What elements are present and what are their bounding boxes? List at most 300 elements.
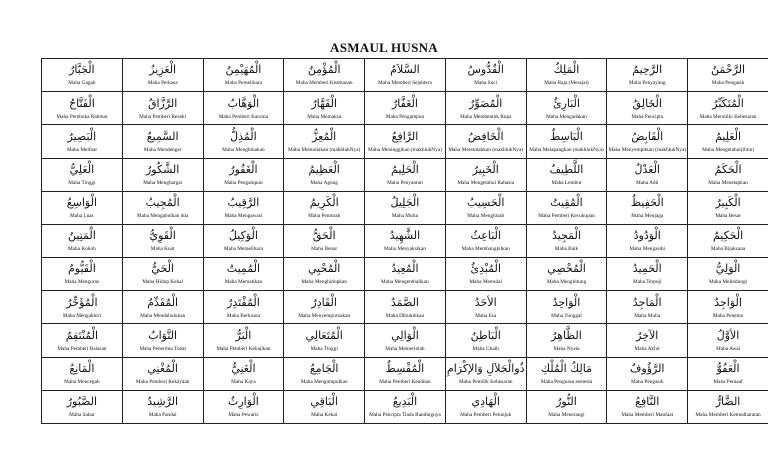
indonesian-meaning: Maha Kekal bbox=[311, 412, 338, 419]
indonesian-meaning: Maha Kokoh bbox=[67, 246, 96, 253]
arabic-name: الْقَادِرُ bbox=[311, 295, 337, 309]
arabic-name: الْبَاطِنُ bbox=[470, 328, 501, 342]
indonesian-meaning: Maha Pemberi Kekayaan bbox=[135, 378, 190, 385]
name-cell bbox=[122, 224, 203, 257]
arabic-name: مَالِكُ الْمُلْكِ bbox=[540, 361, 592, 375]
indonesian-meaning: Maha Melapangkan (makhlukNya) bbox=[529, 146, 604, 153]
arabic-name: اللَّطِيفُ bbox=[549, 162, 584, 176]
indonesian-meaning: Maha Pemelihara bbox=[224, 80, 263, 87]
arabic-name: النُّورُ bbox=[556, 395, 577, 409]
arabic-name: الْمُتَكَبِّرُ bbox=[712, 96, 744, 110]
arabic-name: الْوَالِي bbox=[391, 328, 419, 342]
indonesian-meaning: Maha Menerangi bbox=[548, 412, 585, 419]
indonesian-meaning: Maha Menetapkan bbox=[708, 179, 748, 186]
name-cell bbox=[284, 191, 365, 224]
indonesian-meaning: Maha Menyaksikan bbox=[383, 246, 426, 253]
arabic-name: الْمَجِيدُ bbox=[551, 229, 581, 243]
name-cell bbox=[203, 59, 284, 92]
indonesian-meaning: Maha Hidup Kekal bbox=[142, 279, 183, 286]
indonesian-meaning: Maha Nyata bbox=[553, 345, 580, 352]
indonesian-meaning: Maha Meninggikan (makhlukNya) bbox=[368, 146, 442, 153]
indonesian-meaning: Maha Lembut bbox=[551, 179, 582, 186]
arabic-name: الْمُقْتَدِرُ bbox=[227, 295, 260, 309]
name-cell bbox=[203, 92, 284, 125]
name-cell bbox=[365, 125, 446, 158]
name-cell bbox=[445, 390, 526, 423]
name-cell bbox=[42, 291, 123, 324]
arabic-name: الْحَلِيمُ bbox=[391, 162, 419, 176]
name-cell bbox=[284, 158, 365, 191]
indonesian-meaning: Maha Memerintah bbox=[385, 345, 425, 352]
indonesian-meaning: Maha Pemberi Karunia bbox=[218, 113, 269, 120]
indonesian-meaning: Maha Mengasihi bbox=[629, 246, 666, 253]
name-cell bbox=[122, 158, 203, 191]
name-cell bbox=[122, 59, 203, 92]
arabic-name: الْمُعِيدُ bbox=[391, 262, 419, 276]
arabic-name: الْمَانِعُ bbox=[69, 361, 95, 375]
indonesian-meaning: Maha Pengasih bbox=[711, 80, 745, 87]
arabic-name: الْعَلِيمُ bbox=[715, 129, 742, 143]
name-cell bbox=[526, 59, 607, 92]
arabic-name: الْحَكَمُ bbox=[714, 162, 742, 176]
indonesian-meaning: Maha Agung bbox=[310, 179, 338, 186]
arabic-name: الْحَكِيمُ bbox=[712, 229, 744, 243]
name-cell bbox=[365, 357, 446, 390]
indonesian-meaning: Maha Terpuji bbox=[632, 279, 662, 286]
arabic-name: الْحَيُّ bbox=[151, 262, 174, 276]
indonesian-meaning: Maha Mengetahui Rahasia bbox=[457, 179, 515, 186]
arabic-name: الْقَوِيُّ bbox=[149, 229, 176, 243]
name-cell bbox=[607, 59, 688, 92]
arabic-name: الْجَامِعُ bbox=[309, 361, 339, 375]
indonesian-meaning: Maha Menyempitkan (makhlukNya) bbox=[608, 146, 687, 153]
indonesian-meaning: Maha Dibutuhkan bbox=[385, 312, 425, 319]
indonesian-meaning: Maha Menjaga bbox=[631, 213, 664, 220]
arabic-name: الضَّارُّ bbox=[715, 395, 741, 409]
arabic-name: الشَّكُورُ bbox=[146, 162, 180, 176]
arabic-name: الْجَبَّارُ bbox=[69, 63, 95, 77]
arabic-name: الْمُغْنِي bbox=[147, 361, 178, 375]
arabic-name: الْمُحْيِي bbox=[308, 262, 341, 276]
indonesian-meaning: Maha Pemurah bbox=[308, 213, 341, 220]
name-cell bbox=[42, 357, 123, 390]
page-title: ASMAUL HUSNA bbox=[330, 40, 438, 55]
arabic-name: الْقَابِضُ bbox=[631, 129, 664, 143]
indonesian-meaning: Maha Membangkitkan bbox=[461, 246, 510, 253]
indonesian-meaning: Maha Raja (Merajai) bbox=[544, 80, 589, 87]
indonesian-meaning: Maha Mulia bbox=[391, 213, 418, 220]
name-cell bbox=[365, 92, 446, 125]
arabic-name: الآخِرُ bbox=[636, 328, 659, 342]
arabic-name: الْمُؤَخِّرُ bbox=[66, 295, 98, 309]
arabic-name: الْجَلِيلُ bbox=[390, 196, 420, 210]
indonesian-meaning: Maha Pemberi Balasan bbox=[57, 345, 107, 352]
arabic-name: الْخَالِقُ bbox=[632, 96, 662, 110]
indonesian-meaning: Maha Menghidupkan bbox=[301, 279, 347, 286]
indonesian-meaning: Maha Melindungi bbox=[709, 279, 748, 286]
name-cell bbox=[203, 258, 284, 291]
name-cell bbox=[203, 125, 284, 158]
table-row bbox=[42, 291, 768, 324]
name-cell bbox=[284, 125, 365, 158]
name-cell bbox=[445, 324, 526, 357]
arabic-name: الْحَمِيدُ bbox=[632, 262, 662, 276]
indonesian-meaning: Maha Ghaib bbox=[472, 345, 499, 352]
arabic-name: الصَّمَدُ bbox=[390, 295, 419, 309]
arabic-name: الْوَدُودُ bbox=[633, 229, 661, 243]
indonesian-meaning: Maha Pemberi Rezeki bbox=[139, 113, 187, 120]
name-cell bbox=[688, 158, 768, 191]
name-cell bbox=[526, 191, 607, 224]
name-cell bbox=[688, 92, 768, 125]
arabic-name: الرَّحْمَنُ bbox=[711, 63, 746, 77]
indonesian-meaning: Maha Tunggal bbox=[551, 312, 582, 319]
arabic-name: الْبَاسِطُ bbox=[550, 129, 583, 143]
name-cell bbox=[607, 258, 688, 291]
indonesian-meaning: Maha Pencipta Tiada Bandingnya bbox=[369, 412, 441, 419]
indonesian-meaning: Maha Membentuk Rupa bbox=[459, 113, 512, 120]
asmaul-husna-table bbox=[41, 58, 768, 424]
arabic-name: الْكَرِيمُ bbox=[309, 196, 339, 210]
indonesian-meaning: Maha Mengadakan bbox=[546, 113, 587, 120]
name-cell bbox=[365, 224, 446, 257]
arabic-name: الرَّشِيدُ bbox=[147, 395, 179, 409]
arabic-name: الْحَفِيظُ bbox=[630, 196, 664, 210]
arabic-name: الْحَسِيبُ bbox=[466, 196, 505, 210]
name-cell bbox=[42, 59, 123, 92]
name-cell bbox=[122, 390, 203, 423]
name-cell bbox=[688, 59, 768, 92]
table-row bbox=[42, 92, 768, 125]
arabic-name: الْخَافِضُ bbox=[467, 129, 504, 143]
name-cell bbox=[365, 390, 446, 423]
indonesian-meaning: Maha Memberi Sejahtera bbox=[378, 80, 432, 87]
arabic-name: الْوَاجِدُ bbox=[714, 295, 742, 309]
name-cell bbox=[203, 390, 284, 423]
arabic-name: الْهَادِي bbox=[471, 395, 500, 409]
arabic-name: الأوَّلُ bbox=[716, 328, 740, 342]
name-cell bbox=[122, 324, 203, 357]
table-body bbox=[42, 59, 768, 424]
indonesian-meaning: Maha Adil bbox=[635, 179, 659, 186]
arabic-name: الْوَهَّابُ bbox=[227, 96, 260, 110]
arabic-name: الْبَرُّ bbox=[235, 328, 252, 342]
name-cell bbox=[526, 324, 607, 357]
name-cell bbox=[526, 224, 607, 257]
name-cell bbox=[445, 191, 526, 224]
name-cell bbox=[42, 158, 123, 191]
name-cell bbox=[445, 224, 526, 257]
table-row bbox=[42, 390, 768, 423]
indonesian-meaning: Maha Memuliakan (makhlukNya) bbox=[287, 146, 361, 153]
arabic-name: الْمُقَدِّمُ bbox=[147, 295, 179, 309]
arabic-name: الْمُجِيبُ bbox=[145, 196, 180, 210]
name-cell bbox=[284, 291, 365, 324]
indonesian-meaning: Maha Mengetahui(ilmu) bbox=[702, 146, 755, 153]
table-row bbox=[42, 224, 768, 257]
arabic-name: الْبَاعِثُ bbox=[470, 229, 501, 243]
indonesian-meaning: Maha Penyayang bbox=[628, 80, 666, 87]
indonesian-meaning: Maha Tinggi bbox=[310, 345, 338, 352]
table-row bbox=[42, 324, 768, 357]
name-cell bbox=[526, 92, 607, 125]
indonesian-meaning: Maha Suci bbox=[474, 80, 498, 87]
indonesian-meaning: Maha Memiliki Kebesaran bbox=[699, 113, 757, 120]
indonesian-meaning: Maha Kaya bbox=[231, 378, 256, 385]
indonesian-meaning: Maha Memberi Manfaat bbox=[621, 412, 674, 419]
name-cell bbox=[122, 125, 203, 158]
arabic-name: الْمُحْصِي bbox=[547, 262, 586, 276]
arabic-name: النَّافِعُ bbox=[635, 395, 660, 409]
table-row bbox=[42, 125, 768, 158]
name-cell bbox=[445, 125, 526, 158]
arabic-name: الْمَاجِدُ bbox=[632, 295, 662, 309]
indonesian-meaning: Maha Gagah bbox=[68, 80, 96, 87]
arabic-name: الْبَصِيرُ bbox=[67, 129, 97, 143]
name-cell bbox=[607, 191, 688, 224]
indonesian-meaning: Maha Pencipta bbox=[631, 113, 664, 120]
name-cell bbox=[203, 357, 284, 390]
arabic-name: السَّلاَمُ bbox=[390, 63, 420, 77]
arabic-name: الْمُمِيتُ bbox=[226, 262, 261, 276]
indonesian-meaning: Maha Menghargai bbox=[143, 179, 183, 186]
table-row bbox=[42, 59, 768, 92]
name-cell bbox=[445, 357, 526, 390]
indonesian-meaning: Maha Luas bbox=[70, 213, 94, 220]
arabic-name: الْمُؤْمِنُ bbox=[307, 63, 341, 77]
indonesian-meaning: Maha Esa bbox=[475, 312, 497, 319]
name-cell bbox=[688, 291, 768, 324]
indonesian-meaning: Maha Pandai bbox=[148, 412, 177, 419]
arabic-name: الْعَدْلُ bbox=[634, 162, 660, 176]
name-cell bbox=[607, 390, 688, 423]
arabic-name: الْقَيُّومُ bbox=[67, 262, 96, 276]
name-cell bbox=[365, 191, 446, 224]
name-cell bbox=[365, 258, 446, 291]
name-cell bbox=[203, 224, 284, 257]
name-cell bbox=[607, 224, 688, 257]
indonesian-meaning: Maha Besar bbox=[715, 213, 741, 220]
indonesian-meaning: Maha Menyempurnakan bbox=[298, 312, 351, 319]
name-cell bbox=[607, 324, 688, 357]
indonesian-meaning: Maha Pengampun bbox=[385, 113, 425, 120]
arabic-name: الْوَارِثُ bbox=[228, 395, 259, 409]
arabic-name: الْمُنْتَقِمُ bbox=[65, 328, 99, 342]
indonesian-meaning: Maha Mengawasi bbox=[224, 213, 263, 220]
arabic-name: الْقَهَّارُ bbox=[311, 96, 338, 110]
name-cell bbox=[445, 291, 526, 324]
name-cell bbox=[203, 324, 284, 357]
indonesian-meaning: Maha Pemaaf bbox=[713, 378, 743, 385]
arabic-name: الشَّهِيدُ bbox=[389, 229, 421, 243]
indonesian-meaning: Maha Menghinakan bbox=[222, 146, 265, 153]
name-cell bbox=[284, 92, 365, 125]
indonesian-meaning: Maha Pemberi Keadilan bbox=[379, 378, 431, 385]
name-cell bbox=[607, 291, 688, 324]
indonesian-meaning: Maha Penguasa semesta bbox=[540, 378, 593, 385]
arabic-name: الرَّزَّاقُ bbox=[147, 96, 178, 110]
indonesian-meaning: Maha Baik bbox=[554, 246, 579, 253]
name-cell bbox=[284, 357, 365, 390]
indonesian-meaning: Maha Memulai bbox=[469, 279, 502, 286]
arabic-name: الْخَبِيرُ bbox=[472, 162, 499, 176]
indonesian-meaning: Maha Melihat bbox=[66, 146, 97, 153]
name-cell bbox=[526, 258, 607, 291]
arabic-name: الْبَارِئُ bbox=[552, 96, 580, 110]
arabic-name: الْمُبْدِئُ bbox=[470, 262, 501, 276]
name-cell bbox=[42, 92, 123, 125]
arabic-name: الرَّحِيمُ bbox=[632, 63, 663, 77]
name-cell bbox=[688, 390, 768, 423]
name-cell bbox=[688, 125, 768, 158]
indonesian-meaning: Maha Pewaris bbox=[228, 412, 259, 419]
indonesian-meaning: Maha Mendengar bbox=[143, 146, 182, 153]
indonesian-meaning: Maha Akhir bbox=[634, 345, 660, 352]
indonesian-meaning: Maha Menghisab bbox=[467, 213, 505, 220]
arabic-name: الْعَظِيمُ bbox=[308, 162, 340, 176]
arabic-name: الْمَلِكُ bbox=[553, 63, 580, 77]
indonesian-meaning: Maha Mengurus bbox=[64, 279, 100, 286]
indonesian-meaning: Maha Mematikan bbox=[224, 279, 263, 286]
arabic-name: الْمُصَوِّرُ bbox=[469, 96, 503, 110]
name-cell bbox=[365, 291, 446, 324]
name-cell bbox=[688, 224, 768, 257]
indonesian-meaning: Maha Penerima Tobat bbox=[139, 345, 186, 352]
name-cell bbox=[607, 92, 688, 125]
name-cell bbox=[365, 324, 446, 357]
arabic-name: الْمُتَعَالِي bbox=[305, 328, 343, 342]
arabic-name: الْبَاقِي bbox=[310, 395, 338, 409]
indonesian-meaning: Maha Bijaksana bbox=[710, 246, 746, 253]
name-cell bbox=[42, 258, 123, 291]
table-row bbox=[42, 357, 768, 390]
name-cell bbox=[526, 357, 607, 390]
name-cell bbox=[284, 59, 365, 92]
arabic-name: الْغَفُورُ bbox=[229, 162, 258, 176]
table-row bbox=[42, 258, 768, 291]
name-cell bbox=[445, 258, 526, 291]
name-cell bbox=[365, 158, 446, 191]
arabic-name: الْفَتَّاحُ bbox=[69, 96, 95, 110]
arabic-name: الْغَنِيُّ bbox=[231, 361, 256, 375]
name-cell bbox=[42, 390, 123, 423]
arabic-name: الْمُقِيتُ bbox=[550, 196, 583, 210]
arabic-name: الْوَلِيُّ bbox=[715, 262, 741, 276]
name-cell bbox=[284, 258, 365, 291]
indonesian-meaning: Maha Pemberi Kebajikan bbox=[216, 345, 271, 352]
name-cell bbox=[203, 291, 284, 324]
name-cell bbox=[284, 324, 365, 357]
indonesian-meaning: Maha Mulia bbox=[634, 312, 661, 319]
arabic-name: الْعَزِيزُ bbox=[149, 63, 177, 77]
name-cell bbox=[42, 191, 123, 224]
arabic-name: الْغَفَّارُ bbox=[391, 96, 418, 110]
indonesian-meaning: Maha Awal bbox=[716, 345, 741, 352]
arabic-name: الْوَاسِعُ bbox=[66, 196, 97, 210]
indonesian-meaning: Maha Pemberi Petunjuk bbox=[460, 412, 512, 419]
indonesian-meaning: Maha Tinggi bbox=[68, 179, 96, 186]
indonesian-meaning: Maha Mencegah bbox=[64, 378, 100, 385]
name-cell bbox=[445, 59, 526, 92]
indonesian-meaning: Maha Berkuasa bbox=[226, 312, 260, 319]
name-cell bbox=[607, 357, 688, 390]
indonesian-meaning: Maha Pengampun bbox=[224, 179, 263, 186]
arabic-name: الأحَدُ bbox=[474, 295, 497, 309]
arabic-name: السَّمِيعُ bbox=[146, 129, 179, 143]
indonesian-meaning: Maha Pengasih bbox=[630, 378, 664, 385]
name-cell bbox=[122, 191, 203, 224]
name-cell bbox=[688, 324, 768, 357]
name-cell bbox=[526, 291, 607, 324]
table-row bbox=[42, 191, 768, 224]
indonesian-meaning: Maha Pembuka Rahmat bbox=[56, 113, 108, 120]
indonesian-meaning: Maha Merendahkan (makhlukNya) bbox=[448, 146, 524, 153]
name-cell bbox=[526, 158, 607, 191]
name-cell bbox=[365, 59, 446, 92]
indonesian-meaning: Maha Menghitung bbox=[546, 279, 587, 286]
name-cell bbox=[607, 158, 688, 191]
indonesian-meaning: Maha Penemu bbox=[712, 312, 744, 319]
name-cell bbox=[42, 224, 123, 257]
arabic-name: الْكَبِيرُ bbox=[715, 196, 741, 210]
arabic-name: الْحَقُّ bbox=[312, 229, 336, 243]
indonesian-meaning: Maha Kuat bbox=[150, 246, 175, 253]
arabic-name: الْوَاحِدُ bbox=[552, 295, 581, 309]
indonesian-meaning: Maha Memberi Keamanan bbox=[295, 80, 353, 87]
name-cell bbox=[122, 92, 203, 125]
name-cell bbox=[526, 125, 607, 158]
arabic-name: الرَّقِيبُ bbox=[227, 196, 260, 210]
name-cell bbox=[203, 158, 284, 191]
indonesian-meaning: Maha Mengakhiri bbox=[62, 312, 101, 319]
arabic-name: الْعَلِيُّ bbox=[69, 162, 95, 176]
indonesian-meaning: Maha Penyantun bbox=[387, 179, 423, 186]
indonesian-meaning: Maha Mendahulukan bbox=[140, 312, 186, 319]
name-cell bbox=[688, 357, 768, 390]
name-cell bbox=[122, 357, 203, 390]
name-cell bbox=[122, 291, 203, 324]
table-row bbox=[42, 158, 768, 191]
name-cell bbox=[42, 125, 123, 158]
arabic-name: الْعَفُوُّ bbox=[716, 361, 740, 375]
name-cell bbox=[284, 224, 365, 257]
arabic-name: ذُوالْجَلاَلِ وَالإكْرَامِ bbox=[446, 361, 525, 375]
arabic-name: الْمُعِزُّ bbox=[312, 129, 337, 143]
arabic-name: الصَّبُورُ bbox=[66, 395, 98, 409]
indonesian-meaning: Maha Memberi Kemudharatan bbox=[695, 412, 761, 419]
indonesian-meaning: Maha Benar bbox=[311, 246, 338, 253]
arabic-name: الْمَتِينُ bbox=[67, 229, 96, 243]
arabic-name: الرَّؤُوفُ bbox=[629, 361, 665, 375]
arabic-name: التَّوَابُ bbox=[148, 328, 178, 342]
indonesian-meaning: Maha Memaksa bbox=[307, 113, 342, 120]
arabic-name: الْمُهَيْمِنُ bbox=[225, 63, 262, 77]
name-cell bbox=[688, 258, 768, 291]
arabic-name: الْبَدِيعُ bbox=[392, 395, 418, 409]
name-cell bbox=[42, 324, 123, 357]
indonesian-meaning: Maha Sabar bbox=[69, 412, 95, 419]
name-cell bbox=[284, 390, 365, 423]
indonesian-meaning: Maha Mengumpulkan bbox=[300, 378, 348, 385]
name-cell bbox=[526, 390, 607, 423]
name-cell bbox=[203, 191, 284, 224]
name-cell bbox=[688, 191, 768, 224]
indonesian-meaning: Maha Mengembalikan bbox=[381, 279, 429, 286]
indonesian-meaning: Maha Pemberi Kecukupan bbox=[538, 213, 595, 220]
indonesian-meaning: Maha Pemilik Kebesaran bbox=[458, 378, 513, 385]
arabic-name: الْقُدُّوسُ bbox=[467, 63, 504, 77]
name-cell bbox=[607, 125, 688, 158]
